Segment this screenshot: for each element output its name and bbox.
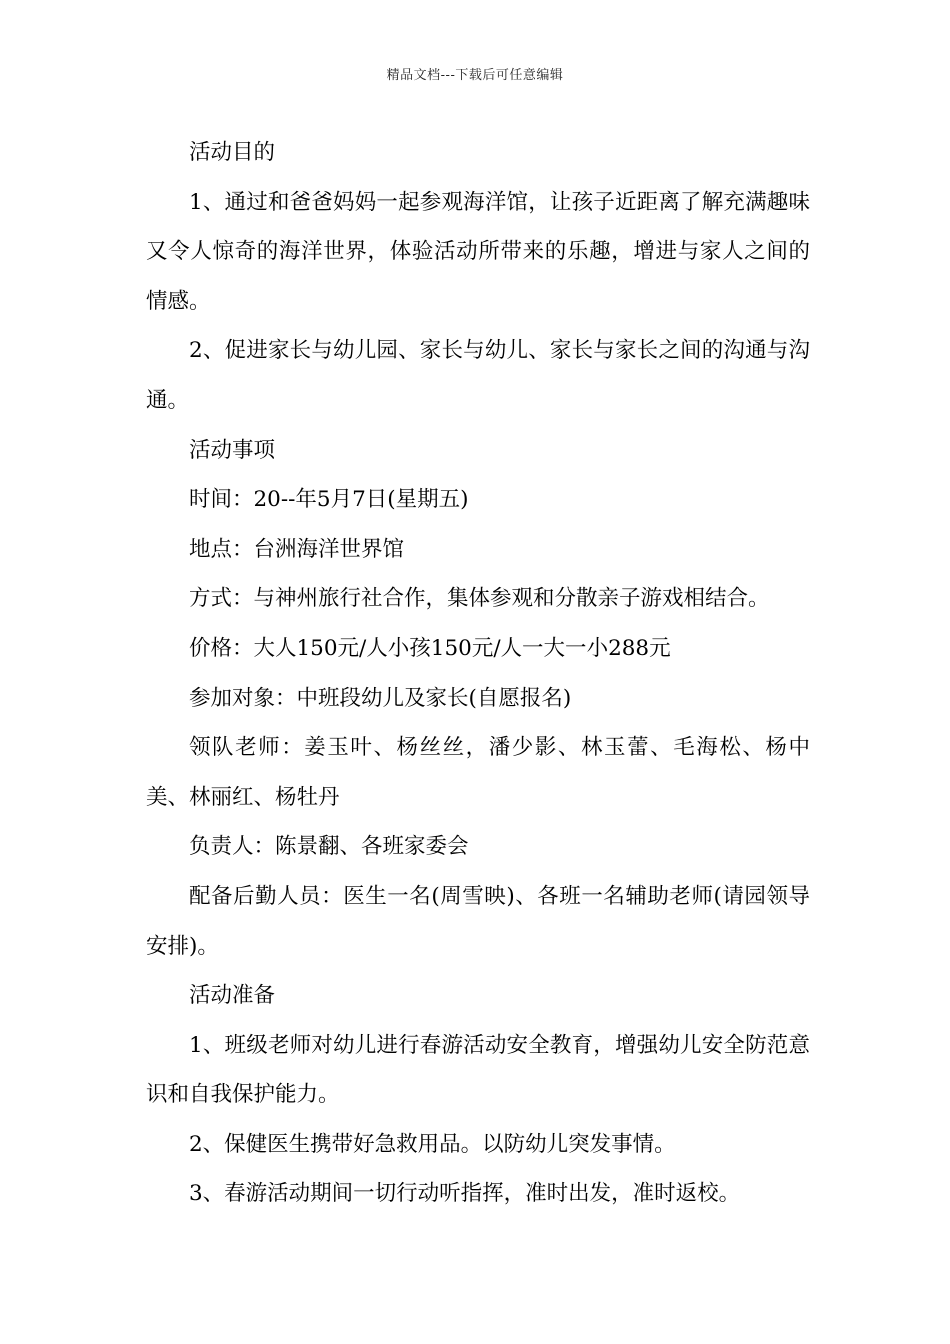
section-heading-items: 活动事项: [189, 437, 276, 463]
page-header: 精品文档---下载后可任意编辑: [386, 68, 564, 83]
document-body: [146, 128, 810, 1219]
section-heading-purpose: 活动目的: [189, 140, 276, 165]
paragraph-purpose-2: 2、促进家长与幼儿园、家长与幼儿、家长与家长之间的沟通与沟通。: [146, 338, 810, 413]
paragraph-team-leaders: 领队老师：姜玉叶、杨丝丝，潘少影、林玉蕾、毛海松、杨中美、林丽红、杨牡丹: [146, 735, 810, 810]
paragraph-responsible: 负责人：陈景翻、各班家委会: [189, 834, 469, 860]
paragraph-price: 价格：大人150元/人小孩150元/人一大一小288元: [189, 635, 671, 661]
paragraph-preparation-1: 1、班级老师对幼儿进行春游活动安全教育，增强幼儿安全防范意识和自我保护能力。: [146, 1032, 810, 1108]
paragraph-preparation-2: 2、保健医生携带好急救用品。以防幼儿突发事情。: [189, 1131, 676, 1157]
paragraph-location: 地点：台洲海洋世界馆: [189, 536, 405, 562]
paragraph-method: 方式：与神州旅行社合作，集体参观和分散亲子游戏相结合。: [189, 586, 770, 612]
paragraph-logistics: 配备后勤人员：医生一名(周雪映)、各班一名辅助老师(请园领导安排)。: [146, 883, 810, 959]
paragraph-preparation-3: 3、春游活动期间一切行动听指挥，准时出发，准时返校。: [189, 1181, 741, 1207]
section-heading-preparation: 活动准备: [189, 983, 276, 1009]
paragraph-time: 时间：20--年5月7日(星期五): [189, 487, 469, 513]
paragraph-purpose-1: 1、通过和爸爸妈妈一起参观海洋馆，让孩子近距离了解充满趣味又令人惊奇的海洋世界，体验活动所带来的乐趣，增进与家人之间的情感。: [146, 189, 810, 314]
paragraph-participants: 参加对象：中班段幼儿及家长(自愿报名): [189, 685, 572, 711]
